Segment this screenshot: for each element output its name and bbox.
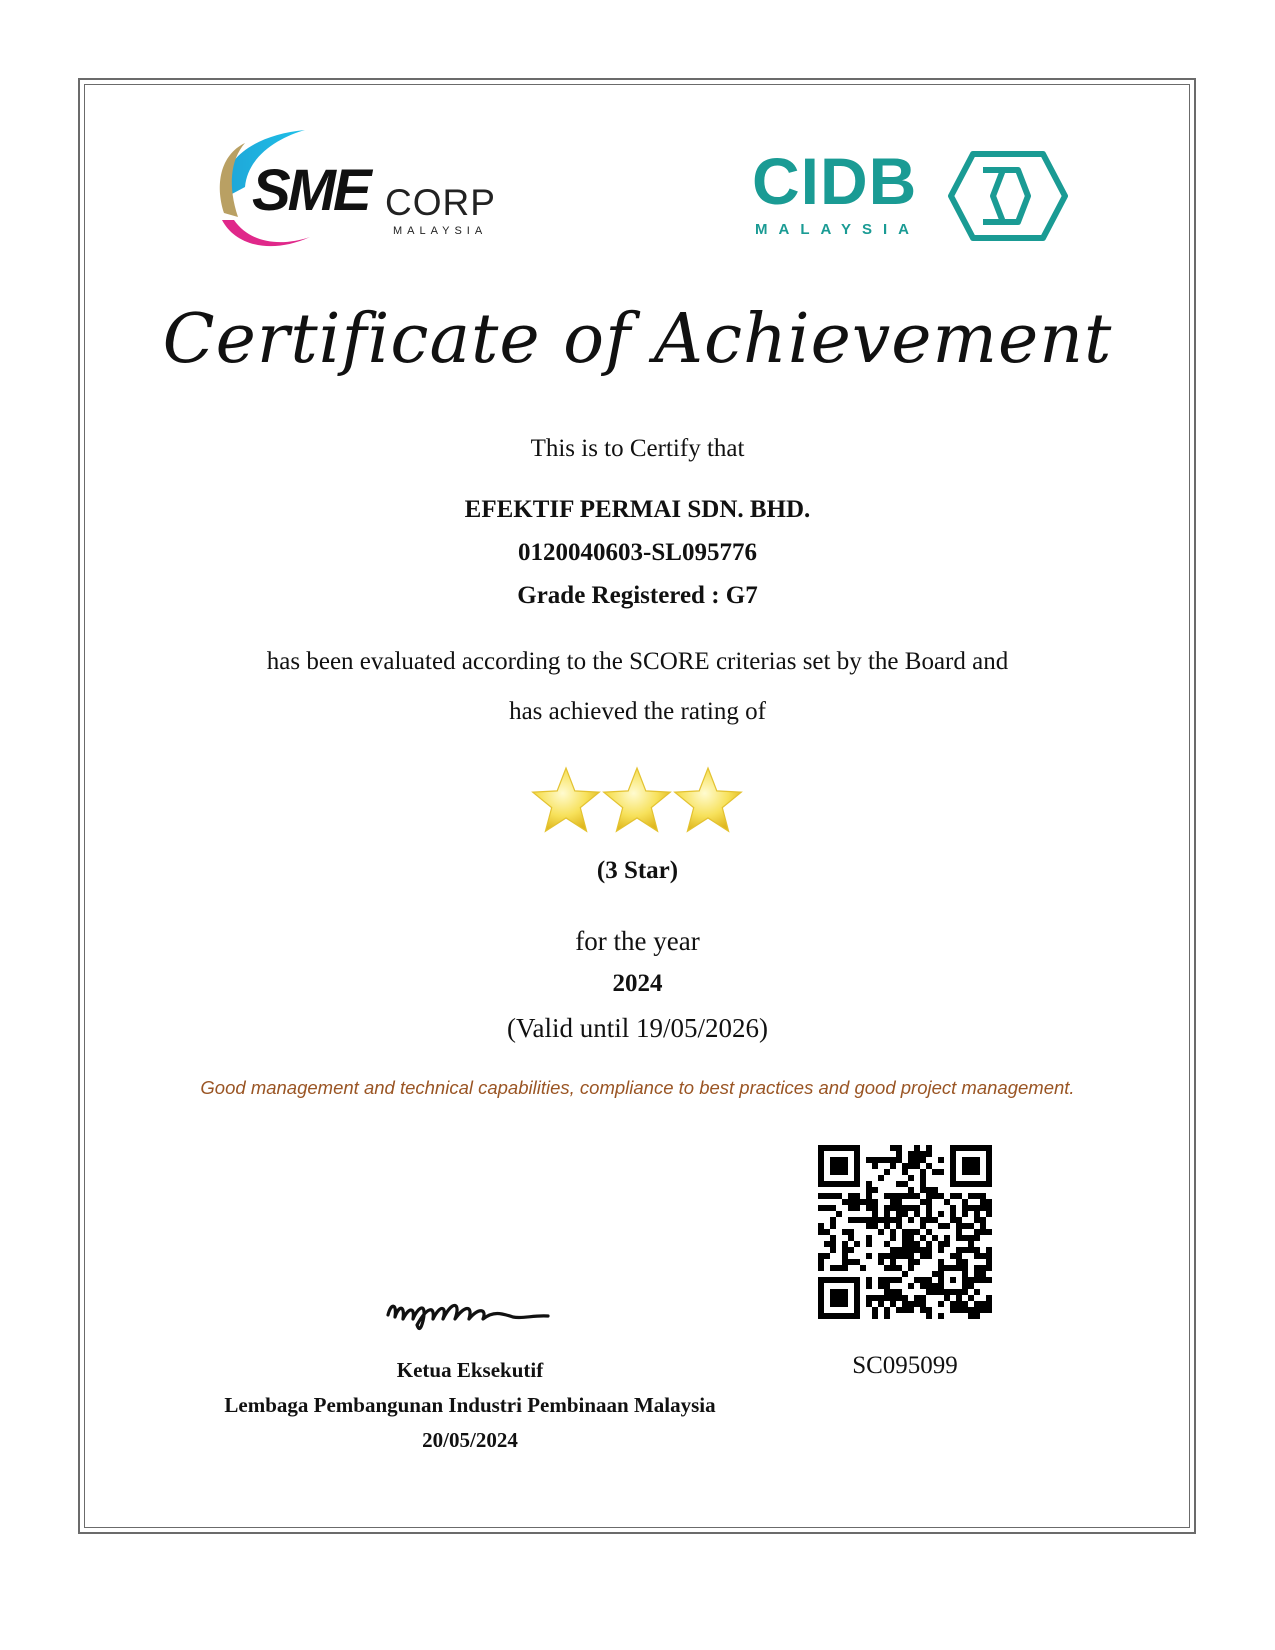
handwritten-signature bbox=[383, 1285, 583, 1335]
star-rating bbox=[530, 765, 745, 837]
evaluation-line-1: has been evaluated according to the SCORE criterias set by the Board and bbox=[266, 648, 1009, 675]
sme-logo-subtitle: MALAYSIA bbox=[393, 225, 488, 237]
certify-intro: This is to Certify that bbox=[530, 435, 745, 462]
for-the-year-label: for the year bbox=[575, 926, 700, 956]
certificate-title: Certificate of Achievement bbox=[162, 300, 1113, 379]
cidb-hexagon-icon bbox=[948, 150, 1068, 242]
validity-text: (Valid until 19/05/2026) bbox=[507, 1013, 768, 1043]
sme-logo-text: SME bbox=[252, 158, 369, 223]
signatory-organization: Lembaga Pembangunan Industri Pembinaan Malaysia bbox=[224, 1393, 716, 1417]
sme-logo-corp-text: CORP bbox=[385, 182, 496, 223]
star-icon bbox=[533, 768, 600, 831]
company-name: EFEKTIF PERMAI SDN. BHD. bbox=[464, 496, 811, 523]
star-icon bbox=[675, 768, 742, 831]
rating-year: 2024 bbox=[612, 970, 663, 997]
cidb-logo-subtitle: MALAYSIA bbox=[755, 221, 920, 238]
qr-code bbox=[818, 1145, 992, 1319]
evaluation-line-2: has achieved the rating of bbox=[509, 698, 766, 725]
star-icon bbox=[604, 768, 671, 831]
grade-registered: Grade Registered : G7 bbox=[517, 582, 758, 609]
certificate-code: SC095099 bbox=[852, 1352, 958, 1379]
rating-description: Good management and technical capabilities, compliance to best practices and good project management. bbox=[200, 1077, 1075, 1098]
registration-number: 0120040603-SL095776 bbox=[518, 539, 757, 566]
signatory-date: 20/05/2024 bbox=[422, 1428, 518, 1452]
signatory-role: Ketua Eksekutif bbox=[396, 1358, 544, 1382]
rating-label: (3 Star) bbox=[596, 857, 679, 884]
cidb-logo-text: CIDB bbox=[752, 144, 918, 218]
